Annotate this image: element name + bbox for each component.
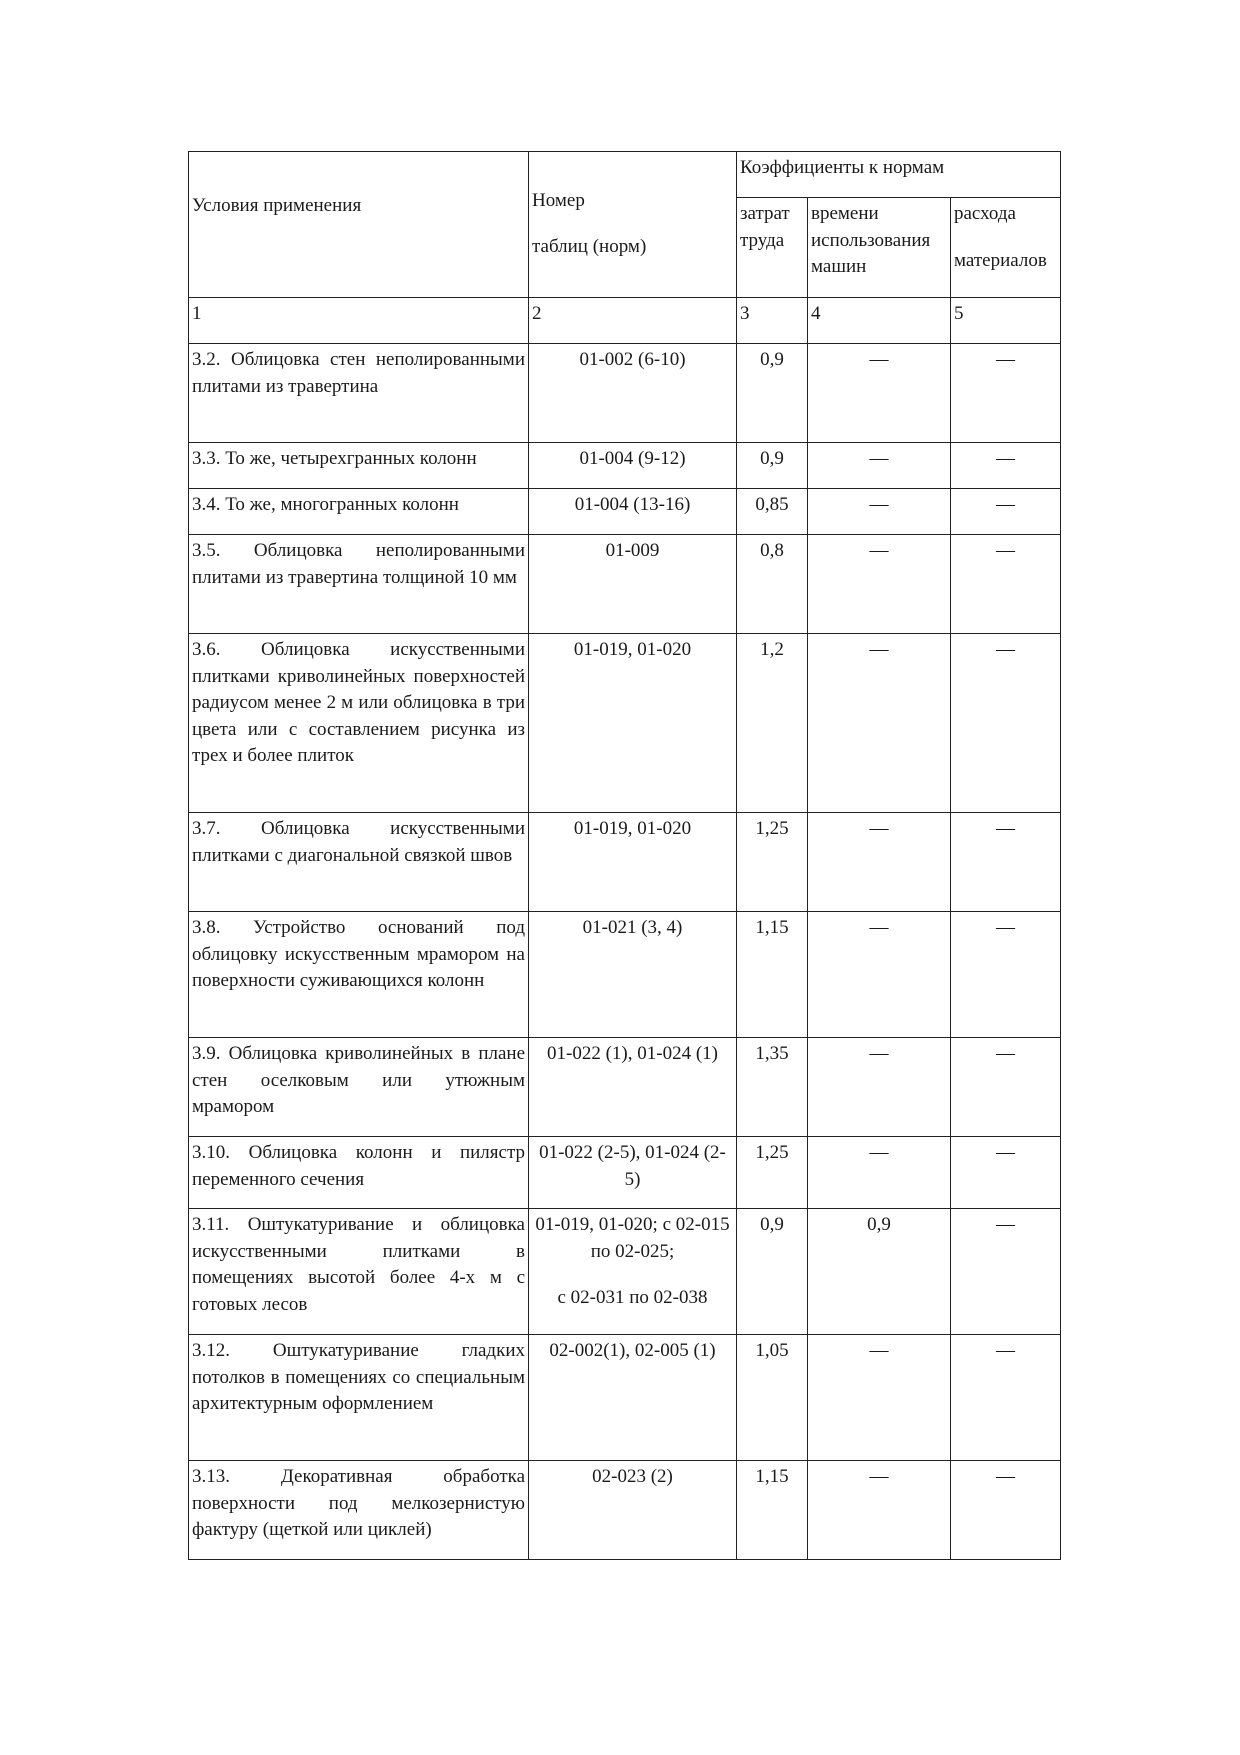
column-number: 2 bbox=[529, 298, 737, 344]
machines-cell: — bbox=[808, 1461, 951, 1560]
header-materials bbox=[951, 198, 1061, 298]
labor-cell: 1,35 bbox=[737, 1038, 808, 1137]
materials-cell: — bbox=[951, 1038, 1061, 1137]
labor-cell: 0,9 bbox=[737, 1209, 808, 1335]
condition-cell: 3.5. Облицовка неполированными плитами из травертина толщиной 10 мм bbox=[189, 535, 529, 634]
number-cell: 01-019, 01-020 bbox=[529, 634, 737, 813]
condition-cell: 3.11. Оштукатуривание и облицовка искусственными плитками в помещениях высотой более 4-х м с готовых лесов bbox=[189, 1209, 529, 1335]
machines-cell: — bbox=[808, 1038, 951, 1137]
header-number bbox=[529, 152, 737, 298]
labor-cell: 1,15 bbox=[737, 1461, 808, 1560]
machines-cell: — bbox=[808, 1137, 951, 1209]
table-row bbox=[189, 535, 1061, 634]
column-number-row bbox=[189, 298, 1061, 344]
column-number: 4 bbox=[808, 298, 951, 344]
number-cell: 01-004 (9-12) bbox=[529, 443, 737, 489]
materials-cell: — bbox=[951, 535, 1061, 634]
machines-cell: 0,9 bbox=[808, 1209, 951, 1335]
coefficients-table bbox=[188, 151, 1061, 1560]
number-cell: 02-023 (2) bbox=[529, 1461, 737, 1560]
machines-cell: — bbox=[808, 443, 951, 489]
header-materials-line2: материалов bbox=[954, 249, 1047, 271]
machines-cell: — bbox=[808, 489, 951, 535]
condition-cell: 3.12. Оштукатуривание гладких потолков в помещениях со специальным архитектурным оформлением bbox=[189, 1335, 529, 1461]
table-row bbox=[189, 813, 1061, 912]
condition-cell: 3.2. Облицовка стен неполированными плитами из травертина bbox=[189, 344, 529, 443]
materials-cell: — bbox=[951, 1335, 1061, 1461]
labor-cell: 1,25 bbox=[737, 813, 808, 912]
number-cell bbox=[529, 1209, 737, 1335]
materials-cell: — bbox=[951, 1209, 1061, 1335]
header-row-1 bbox=[189, 152, 1061, 198]
number-cell: 01-004 (13-16) bbox=[529, 489, 737, 535]
materials-cell: — bbox=[951, 634, 1061, 813]
materials-cell: — bbox=[951, 489, 1061, 535]
header-number-line2: таблиц (норм) bbox=[532, 236, 647, 257]
number-cell: 01-022 (1), 01-024 (1) bbox=[529, 1038, 737, 1137]
labor-cell: 0,9 bbox=[737, 443, 808, 489]
number-cell-line: 01-019, 01-020; с 02-015 по 02-025; bbox=[535, 1214, 730, 1262]
column-number: 3 bbox=[737, 298, 808, 344]
machines-cell: — bbox=[808, 813, 951, 912]
column-number: 1 bbox=[189, 298, 529, 344]
materials-cell: — bbox=[951, 344, 1061, 443]
labor-cell: 1,2 bbox=[737, 634, 808, 813]
header-number-line1: Номер bbox=[532, 189, 585, 211]
machines-cell: — bbox=[808, 344, 951, 443]
condition-cell: 3.4. То же, многогранных колонн bbox=[189, 489, 529, 535]
header-coefficients: Коэффициенты к нормам bbox=[737, 152, 1061, 198]
table-row bbox=[189, 1209, 1061, 1335]
table-row bbox=[189, 344, 1061, 443]
number-cell: 01-019, 01-020 bbox=[529, 813, 737, 912]
table-row bbox=[189, 1038, 1061, 1137]
condition-cell: 3.9. Облицовка криволинейных в плане стен оселковым или утюжным мрамором bbox=[189, 1038, 529, 1137]
number-cell: 01-021 (3, 4) bbox=[529, 912, 737, 1038]
condition-cell: 3.10. Облицовка колонн и пилястр переменного сечения bbox=[189, 1137, 529, 1209]
condition-cell: 3.13. Декоративная обработка поверхности под мелкозернистую фактуру (щеткой или циклей) bbox=[189, 1461, 529, 1560]
table-row bbox=[189, 1335, 1061, 1461]
labor-cell: 1,15 bbox=[737, 912, 808, 1038]
table-row bbox=[189, 634, 1061, 813]
labor-cell: 0,8 bbox=[737, 535, 808, 634]
materials-cell: — bbox=[951, 813, 1061, 912]
table-row bbox=[189, 1461, 1061, 1560]
column-number: 5 bbox=[951, 298, 1061, 344]
materials-cell: — bbox=[951, 1461, 1061, 1560]
machines-cell: — bbox=[808, 634, 951, 813]
labor-cell: 1,05 bbox=[737, 1335, 808, 1461]
table-row bbox=[189, 912, 1061, 1038]
header-machines: времени использования машин bbox=[808, 198, 951, 298]
number-cell: 02-002(1), 02-005 (1) bbox=[529, 1335, 737, 1461]
machines-cell: — bbox=[808, 535, 951, 634]
machines-cell: — bbox=[808, 912, 951, 1038]
table-row bbox=[189, 489, 1061, 535]
machines-cell: — bbox=[808, 1335, 951, 1461]
number-cell: 01-022 (2-5), 01-024 (2-5) bbox=[529, 1137, 737, 1209]
labor-cell: 0,85 bbox=[737, 489, 808, 535]
header-conditions: Условия применения bbox=[189, 152, 529, 298]
header-labor: затрат труда bbox=[737, 198, 808, 298]
condition-cell: 3.8. Устройство оснований под облицовку искусственным мрамором на поверхности суживающихся колонн bbox=[189, 912, 529, 1038]
table-row bbox=[189, 443, 1061, 489]
table-row bbox=[189, 1137, 1061, 1209]
number-cell: 01-002 (6-10) bbox=[529, 344, 737, 443]
condition-cell: 3.7. Облицовка искусственными плитками с диагональной связкой швов bbox=[189, 813, 529, 912]
condition-cell: 3.3. То же, четырехгранных колонн bbox=[189, 443, 529, 489]
labor-cell: 0,9 bbox=[737, 344, 808, 443]
header-materials-line1: расхода bbox=[954, 203, 1016, 224]
number-cell-line: с 02-031 по 02-038 bbox=[557, 1287, 708, 1308]
labor-cell: 1,25 bbox=[737, 1137, 808, 1209]
materials-cell: — bbox=[951, 912, 1061, 1038]
materials-cell: — bbox=[951, 443, 1061, 489]
number-cell: 01-009 bbox=[529, 535, 737, 634]
materials-cell: — bbox=[951, 1137, 1061, 1209]
condition-cell: 3.6. Облицовка искусственными плитками криволинейных поверхностей радиусом менее 2 м или облицовка в три цвета или с составлением рисунка из трех и более плиток bbox=[189, 634, 529, 813]
